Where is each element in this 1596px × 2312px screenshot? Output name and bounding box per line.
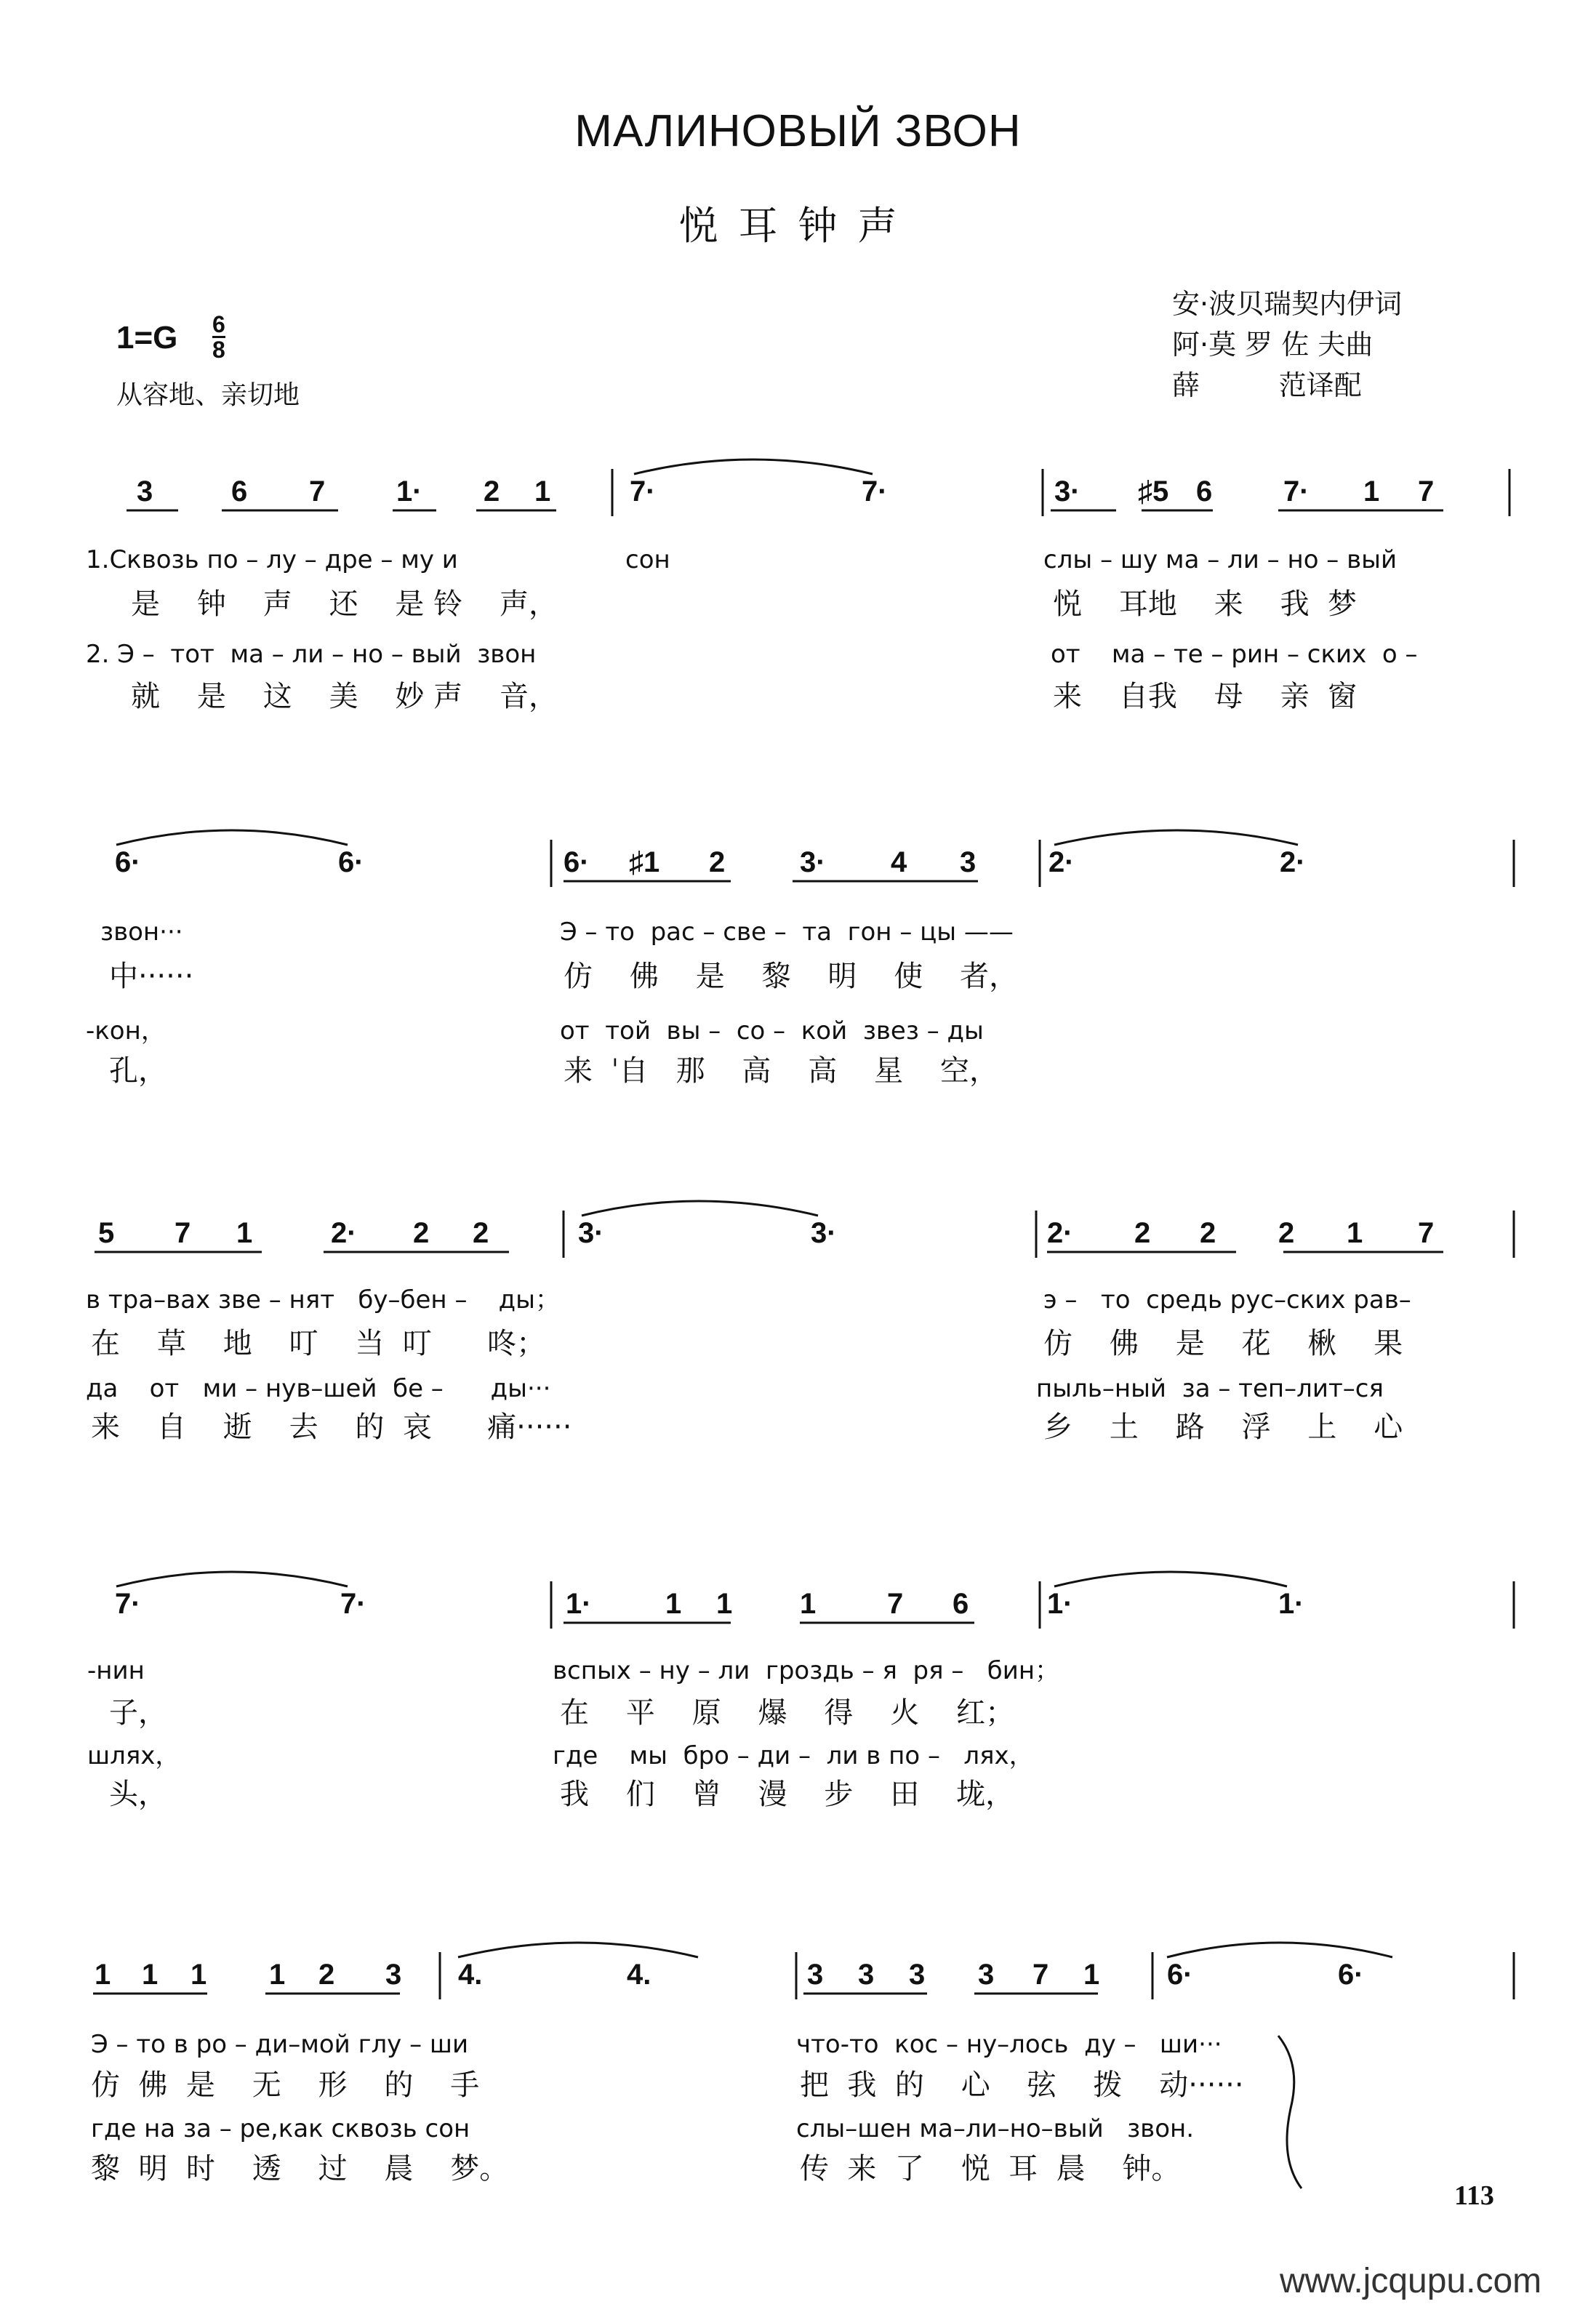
lyric-cn-verse1: 是 钟 声 还 是 铃 声， bbox=[131, 587, 558, 621]
lyric-cn-verse1: 仿 佛 是 无 形 的 手 bbox=[91, 2068, 480, 2102]
note: 6· bbox=[564, 846, 590, 878]
tempo-marking: 从容地、亲切地 bbox=[116, 380, 300, 410]
note: 6· bbox=[338, 846, 364, 878]
lyric-ru-verse2: -кон， bbox=[86, 1016, 166, 1045]
lyric-cn-verse2: 来 自我 母 亲 窗 bbox=[1053, 680, 1358, 713]
note: 6· bbox=[1338, 1959, 1364, 1991]
lyric-cn-verse1: 仿 佛 是 黎 明 使 者， bbox=[564, 960, 1019, 993]
lyric-cn-verse1: 子， bbox=[109, 1696, 167, 1730]
note: 1 bbox=[1083, 1959, 1100, 1991]
lyric-cn-verse1: 中······ bbox=[109, 960, 194, 993]
lyric-ru-verse2: 2. Э – тот ма – ли – но – вый звон bbox=[86, 640, 537, 669]
lyric-ru-verse1: 1.Сквозь по – лу – дре – му и bbox=[86, 545, 458, 574]
note: 1 bbox=[1347, 1217, 1363, 1249]
lyric-ru-verse2: да от ми – нув–шей бе – ды··· bbox=[86, 1374, 551, 1403]
note: 3 bbox=[385, 1959, 402, 1991]
note: 7 bbox=[1418, 475, 1435, 507]
note-row bbox=[0, 1957, 1596, 2015]
note: 7 bbox=[1418, 1217, 1435, 1249]
lyric-cn-verse2: 黎 明 时 透 过 晨 梦。 bbox=[91, 2152, 509, 2185]
lyric-cn-verse2: 孔， bbox=[109, 1054, 167, 1088]
lyric-cn-verse2: 头， bbox=[109, 1778, 167, 1811]
note: 3 bbox=[960, 846, 977, 878]
lyric-ru-verse2: слы–шен ма–ли–но–вый звон. bbox=[796, 2114, 1195, 2143]
note-row bbox=[0, 1216, 1596, 1274]
music-system-1 bbox=[0, 458, 1596, 763]
note: 2· bbox=[1048, 846, 1075, 878]
credit-lyricist: 安·波贝瑞契内伊词 bbox=[1172, 288, 1403, 320]
lyric-ru-verse1: Э – то в ро – ди–мой глу – ши bbox=[91, 2030, 469, 2059]
note: 7· bbox=[115, 1588, 141, 1620]
note: 1 bbox=[236, 1217, 253, 1249]
note: 3 bbox=[858, 1959, 875, 1991]
lyric-ru-verse1: -нин bbox=[87, 1656, 145, 1685]
note: ♯1 bbox=[629, 846, 660, 878]
lyric-cn-verse2: 来 自 逝 去 的 哀 痛······ bbox=[91, 1410, 572, 1444]
lyric-ru-verse1: вспых – ну – ли гроздь – я ря – бин； bbox=[553, 1656, 1060, 1685]
note: 3· bbox=[800, 846, 826, 878]
lyric-ru-verse2: от ма – те – рин – ских о – bbox=[1051, 640, 1418, 669]
note: 6· bbox=[115, 846, 141, 878]
song-subtitle: 悦耳钟声 bbox=[678, 203, 918, 249]
music-system-3 bbox=[0, 1200, 1596, 1505]
note: 1· bbox=[1278, 1588, 1304, 1620]
note: 2 bbox=[318, 1959, 335, 1991]
note: 3· bbox=[1054, 475, 1080, 507]
lyric-cn-verse1: 在 草 地 叮 当 叮 咚； bbox=[91, 1327, 546, 1360]
note: 3· bbox=[578, 1217, 604, 1249]
note: 4. bbox=[627, 1959, 651, 1991]
note: 1 bbox=[269, 1959, 286, 1991]
credits bbox=[1172, 284, 1402, 406]
note: 7 bbox=[1032, 1959, 1049, 1991]
note: 7 bbox=[175, 1217, 191, 1249]
note: 2· bbox=[1047, 1217, 1073, 1249]
lyric-ru-verse2: где мы бро – ди – ли в по – лях， bbox=[553, 1741, 1034, 1770]
note: 1· bbox=[1047, 1588, 1073, 1620]
time-numerator: 6 bbox=[212, 311, 225, 337]
note: 1· bbox=[396, 475, 422, 507]
note: 2 bbox=[1200, 1217, 1216, 1249]
note: 3· bbox=[811, 1217, 837, 1249]
lyric-cn-verse2: 来 ˈ自 那 高 高 星 空， bbox=[564, 1054, 999, 1088]
lyric-ru-verse1: э – то средь рус–ских рав– bbox=[1043, 1285, 1411, 1314]
music-system-2 bbox=[0, 829, 1596, 1134]
key-signature: 1=G bbox=[116, 320, 178, 356]
note: 3 bbox=[137, 475, 153, 507]
note: 5 bbox=[98, 1217, 115, 1249]
watermark: www.jcqupu.com bbox=[1280, 2262, 1542, 2300]
time-signature bbox=[212, 313, 225, 361]
note-row bbox=[0, 474, 1596, 532]
note: 1 bbox=[142, 1959, 159, 1991]
lyric-cn-verse2: 就 是 这 美 妙 声 音， bbox=[131, 680, 558, 713]
note: 7· bbox=[340, 1588, 366, 1620]
note: 1 bbox=[534, 475, 551, 507]
lyric-ru-verse1: Э – то рас – све – та гон – цы —— bbox=[560, 918, 1014, 947]
note: 7· bbox=[1283, 475, 1310, 507]
lyric-cn-verse2: 传 来 了 悦 耳 晨 钟。 bbox=[800, 2152, 1181, 2185]
note-row bbox=[0, 845, 1596, 903]
song-title: МАЛИНОВЫЙ ЗВОН bbox=[574, 106, 1022, 156]
lyric-ru-verse1: слы – шу ма – ли – но – вый bbox=[1043, 545, 1397, 574]
note: 7 bbox=[309, 475, 326, 507]
lyric-cn-verse2: 乡 土 路 浮 上 心 bbox=[1043, 1410, 1403, 1444]
lyric-cn-verse1: 把 我 的 心 弦 拨 动······ bbox=[800, 2068, 1244, 2102]
note: 1 bbox=[95, 1959, 111, 1991]
note: 1 bbox=[800, 1588, 817, 1620]
note: 2 bbox=[484, 475, 500, 507]
lyric-ru-verse1: сон bbox=[625, 545, 670, 574]
lyric-ru-verse2: пыль–ный за – теп–лит–ся bbox=[1036, 1374, 1384, 1403]
lyric-ru-verse2: где на за – ре,как сквозь сон bbox=[91, 2114, 470, 2143]
note: 2 bbox=[1134, 1217, 1151, 1249]
note: 2 bbox=[473, 1217, 489, 1249]
note: 1 bbox=[191, 1959, 207, 1991]
lyric-cn-verse1: 仿 佛 是 花 楸 果 bbox=[1043, 1327, 1403, 1360]
page-number: 113 bbox=[1454, 2180, 1494, 2211]
lyric-ru-verse2: от той вы – со – кой звез – ды bbox=[560, 1016, 984, 1045]
music-system-5 bbox=[0, 1941, 1596, 2247]
note: 1 bbox=[665, 1588, 682, 1620]
note-row bbox=[0, 1586, 1596, 1645]
music-system-4 bbox=[0, 1570, 1596, 1876]
note: 7· bbox=[630, 475, 656, 507]
lyric-ru-verse2: шлях， bbox=[87, 1741, 180, 1770]
note: 7 bbox=[887, 1588, 904, 1620]
lyric-ru-verse1: звон··· bbox=[100, 918, 183, 947]
note: 3 bbox=[978, 1959, 995, 1991]
note: 1· bbox=[566, 1588, 592, 1620]
time-denominator: 8 bbox=[212, 337, 225, 363]
note: ♯5 bbox=[1138, 475, 1169, 507]
note: 6 bbox=[231, 475, 248, 507]
credit-composer: 阿·莫 罗 佐 夫曲 bbox=[1172, 329, 1374, 361]
lyric-cn-verse1: 在 平 原 爆 得 火 红； bbox=[560, 1696, 1015, 1730]
note: 1 bbox=[716, 1588, 733, 1620]
note: 6· bbox=[1167, 1959, 1193, 1991]
note: 6 bbox=[1196, 475, 1213, 507]
note: 3 bbox=[909, 1959, 926, 1991]
lyric-ru-verse1: в тра–вах зве – нят бу–бен – ды； bbox=[86, 1285, 561, 1314]
note: 2· bbox=[331, 1217, 357, 1249]
note: 7· bbox=[862, 475, 888, 507]
note: 4. bbox=[458, 1959, 483, 1991]
note: 2 bbox=[709, 846, 726, 878]
note: 3 bbox=[807, 1959, 824, 1991]
lyric-cn-verse1: 悦 耳地 来 我 梦 bbox=[1053, 587, 1358, 621]
note: 1 bbox=[1363, 475, 1380, 507]
credit-translator: 薛 范译配 bbox=[1172, 369, 1362, 401]
note: 2 bbox=[413, 1217, 430, 1249]
lyric-cn-verse2: 我 们 曾 漫 步 田 垅， bbox=[560, 1778, 1015, 1811]
note: 2· bbox=[1280, 846, 1306, 878]
note: 6 bbox=[953, 1588, 969, 1620]
lyric-ru-verse1: что-то кос – ну–лось ду – ши··· bbox=[796, 2030, 1222, 2059]
note: 2 bbox=[1278, 1217, 1295, 1249]
note: 4 bbox=[891, 846, 907, 878]
